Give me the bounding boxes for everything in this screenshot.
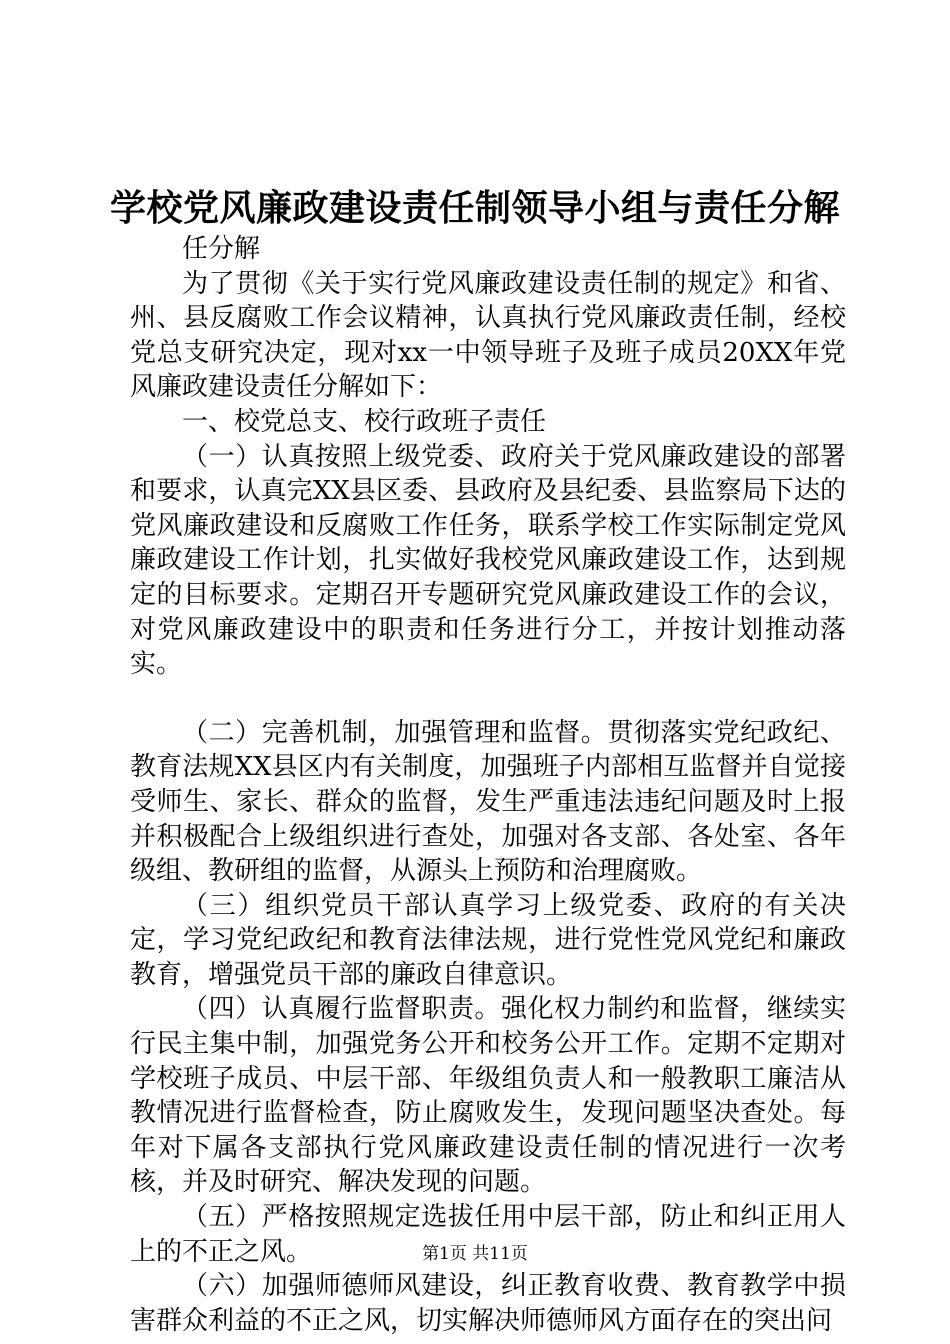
paragraph-item-5: （五）严格按照规定选拔任用中层干部，防止和纠正用人上的不正之风。 [130, 1202, 846, 1267]
paragraph-continuation: 任分解 [182, 234, 261, 264]
paragraph-item-6: （六）加强师德师风建设，纠正教育收费、教育教学中损害群众利益的不正之风，切实解决师德师风方面存在的突出问 [130, 1271, 846, 1336]
paragraph-item-4: （四）认真履行监督职责。强化权力制约和监督，继续实行民主集中制，加强党务公开和校务公开工作。定期不定期对学校班子成员、中层干部、年级组负责人和一般教职工廉洁从教情况进行监督检查，防止腐败发生，发现问题坚决查处。每年对下属各支部执行党风廉政建设责任制的情况进行一次考核，并及时研究、解决发现的问题。 [130, 994, 846, 1198]
paragraph-item-2: （二）完善机制，加强管理和监督。贯彻落实党纪政纪、教育法规XX县区内有关制度，加强班子内部相互监督并自觉接受师生、家长、群众的监督，发生严重违法违纪问题及时上报并积极配合上级组织进行查处，加强对各支部、各处室、各年级组、教研组的监督，从源头上预防和治理腐败。 [130, 717, 846, 887]
document-body [130, 232, 846, 1338]
paragraph-intro: 为了贯彻《关于实行党风廉政建设责任制的规定》和省、州、县反腐败工作会议精神，认真执行党风廉政责任制，经校党总支研究决定，现对xx一中领导班子及班子成员20XX年党风廉政建设责任分解如下： [130, 268, 846, 403]
page-number-footer: 第1页 共11页 [422, 1244, 528, 1264]
paragraph-item-3: （三）组织党员干部认真学习上级党委、政府的有关决定，学习党纪政纪和教育法律法规，进行党性党风党纪和廉政教育，增强党员干部的廉政自律意识。 [130, 890, 846, 990]
section-heading: 一、校党总支、校行政班子责任 [182, 406, 547, 437]
document-title: 学校党风廉政建设责任制领导小组与责任分解 [109, 187, 840, 229]
paragraph-item-1: （一）认真按照上级党委、政府关于党风廉政建设的部署和要求，认真完XX县区委、县政府及县纪委、县监察局下达的党风廉政建设和反腐败工作任务，联系学校工作实际制定党风廉政建设工作计划，扎实做好我校党风廉政建设工作，达到规定的目标要求。定期召开专题研究党风廉政建设工作的会议，对党风廉政建设中的职责和任务进行分工，并按计划推动落实。 [130, 441, 846, 680]
